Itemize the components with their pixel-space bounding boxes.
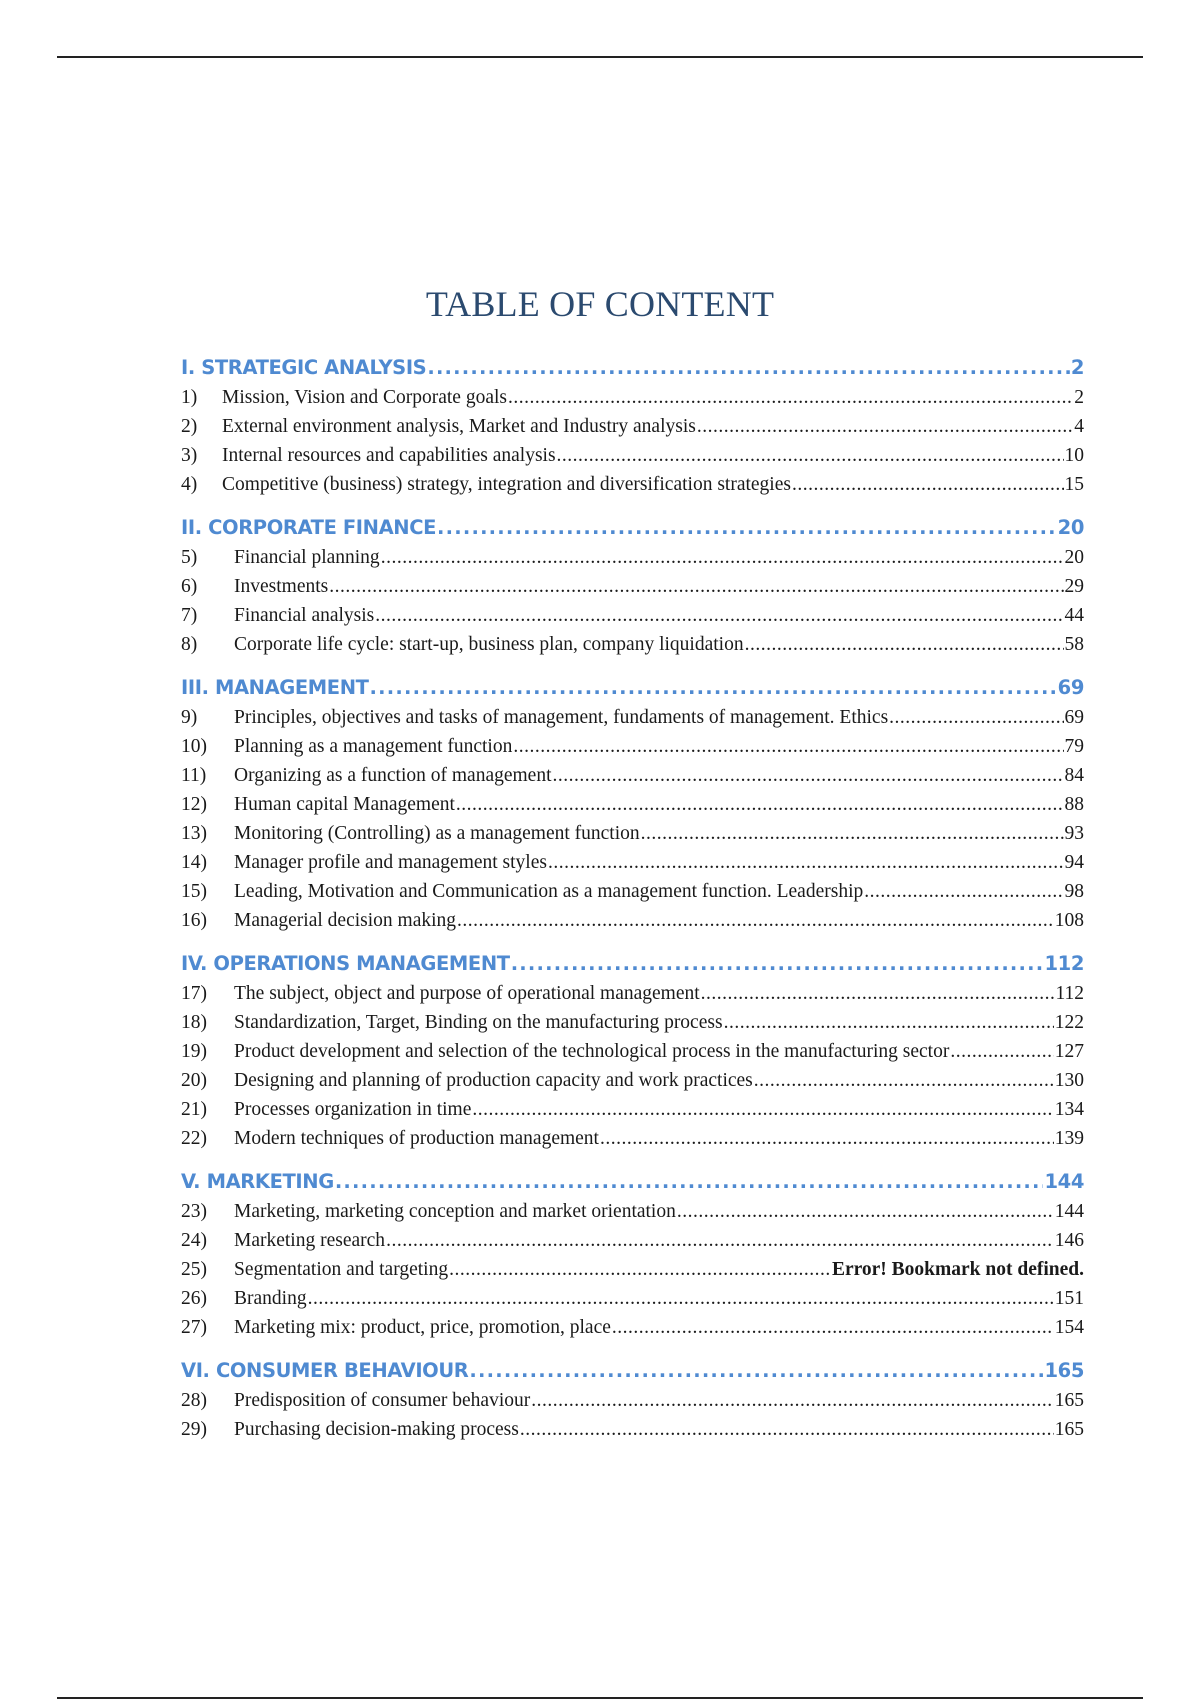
entry-page-number: 112 — [1055, 983, 1084, 1004]
table-of-contents — [181, 353, 1084, 1458]
toc-entry[interactable] — [181, 1226, 1084, 1255]
toc-section-heading[interactable] — [181, 513, 1084, 543]
entry-label: Competitive (business) strategy, integration and diversification strategies — [222, 474, 791, 495]
entry-label: Monitoring (Controlling) as a management function — [234, 823, 640, 844]
entry-number: 14) — [181, 852, 207, 873]
entry-label: Marketing research — [234, 1230, 386, 1251]
toc-section-heading[interactable] — [181, 1356, 1084, 1386]
entry-page-number: 146 — [1054, 1230, 1084, 1251]
entry-number: 9) — [181, 707, 198, 728]
entry-label: Managerial decision making — [234, 910, 457, 931]
entry-page-number: 127 — [1054, 1041, 1084, 1062]
section-heading-label: III. MANAGEMENT — [181, 676, 369, 699]
dot-leader — [469, 1356, 1043, 1386]
footer-rule — [57, 1697, 1143, 1699]
entry-page-number: 130 — [1054, 1070, 1084, 1091]
entry-number: 28) — [181, 1390, 207, 1411]
dot-leader — [864, 877, 1063, 906]
dot-leader — [677, 1197, 1054, 1226]
entry-page-number: 144 — [1054, 1201, 1084, 1222]
entry-number: 16) — [181, 910, 207, 931]
toc-entry[interactable] — [181, 1008, 1084, 1037]
toc-entry[interactable] — [181, 703, 1084, 732]
toc-entry[interactable] — [181, 906, 1084, 935]
dot-leader — [437, 513, 1057, 543]
entry-page-number: 98 — [1064, 881, 1084, 902]
toc-entry[interactable] — [181, 630, 1084, 659]
entry-number: 19) — [181, 1041, 207, 1062]
entry-page-number: 20 — [1064, 547, 1084, 568]
entry-page-number: 165 — [1054, 1419, 1084, 1440]
entry-page-number: 10 — [1064, 445, 1084, 466]
dot-leader — [386, 1226, 1054, 1255]
entry-label: Marketing mix: product, price, promotion, place — [234, 1317, 611, 1338]
entry-label: Modern techniques of production management — [234, 1128, 599, 1149]
header-rule — [57, 56, 1143, 58]
dot-leader — [335, 1167, 1044, 1197]
toc-entry[interactable] — [181, 543, 1084, 572]
toc-section-heading[interactable] — [181, 353, 1084, 383]
section-page-number: 144 — [1044, 1170, 1084, 1193]
dot-leader — [472, 1095, 1053, 1124]
entry-label: Human capital Management — [234, 794, 455, 815]
toc-entry[interactable] — [181, 1255, 1084, 1284]
toc-entry[interactable] — [181, 848, 1084, 877]
entry-label: Corporate life cycle: start-up, business plan, company liquidation — [234, 634, 744, 655]
section-page-number: 2 — [1070, 356, 1084, 379]
toc-section-heading[interactable] — [181, 949, 1084, 979]
toc-section-heading[interactable] — [181, 673, 1084, 703]
dot-leader — [792, 470, 1064, 499]
toc-section — [181, 1356, 1084, 1444]
entry-page-number: 108 — [1054, 910, 1084, 931]
entry-number: 18) — [181, 1012, 207, 1033]
dot-leader — [370, 673, 1057, 703]
toc-section — [181, 1167, 1084, 1342]
dot-leader — [600, 1124, 1054, 1153]
entry-number: 23) — [181, 1201, 207, 1222]
toc-entry[interactable] — [181, 572, 1084, 601]
entry-label: Product development and selection of the technological process in the manufacturing sector — [234, 1041, 950, 1062]
entry-number: 22) — [181, 1128, 207, 1149]
toc-entry[interactable] — [181, 1386, 1084, 1415]
entry-label: Manager profile and management styles — [234, 852, 547, 873]
entry-label: Mission, Vision and Corporate goals — [222, 387, 507, 408]
dot-leader — [701, 979, 1055, 1008]
entry-number: 12) — [181, 794, 207, 815]
toc-entry[interactable] — [181, 470, 1084, 499]
dot-leader — [697, 412, 1073, 441]
toc-entry[interactable] — [181, 1066, 1084, 1095]
entry-label: Branding — [234, 1288, 307, 1309]
dot-leader — [457, 906, 1054, 935]
entry-number: 26) — [181, 1288, 207, 1309]
toc-entry[interactable] — [181, 761, 1084, 790]
entry-number: 5) — [181, 547, 198, 568]
entry-page-number: 44 — [1064, 605, 1084, 626]
entry-page-number: 84 — [1064, 765, 1084, 786]
section-heading-label: VI. CONSUMER BEHAVIOUR — [181, 1359, 469, 1382]
toc-entry[interactable] — [181, 1313, 1084, 1342]
toc-entry[interactable] — [181, 601, 1084, 630]
toc-entry[interactable] — [181, 1095, 1084, 1124]
entry-number: 11) — [181, 765, 207, 786]
entry-page-number: Error! Bookmark not defined. — [831, 1259, 1084, 1280]
toc-entry[interactable] — [181, 1415, 1084, 1444]
entry-page-number: 93 — [1064, 823, 1084, 844]
dot-leader — [308, 1284, 1054, 1313]
dot-leader — [381, 543, 1064, 572]
entry-number: 25) — [181, 1259, 207, 1280]
entry-number: 17) — [181, 983, 207, 1004]
entry-number: 15) — [181, 881, 207, 902]
section-page-number: 112 — [1044, 952, 1084, 975]
dot-leader — [889, 703, 1063, 732]
entry-page-number: 88 — [1064, 794, 1084, 815]
entry-page-number: 122 — [1054, 1012, 1084, 1033]
entry-number: 13) — [181, 823, 207, 844]
dot-leader — [745, 630, 1064, 659]
entry-number: 8) — [181, 634, 198, 655]
toc-entry[interactable] — [181, 1284, 1084, 1313]
section-page-number: 20 — [1057, 516, 1084, 539]
entry-number: 29) — [181, 1419, 207, 1440]
entry-label: Marketing, marketing conception and market orientation — [234, 1201, 676, 1222]
entry-page-number: 69 — [1064, 707, 1084, 728]
dot-leader — [557, 441, 1064, 470]
toc-entry[interactable] — [181, 383, 1084, 412]
dot-leader — [950, 1037, 1053, 1066]
section-page-number: 69 — [1057, 676, 1084, 699]
entry-label: Principles, objectives and tasks of management, fundaments of management. Ethics — [234, 707, 889, 728]
entry-number: 10) — [181, 736, 207, 757]
toc-entry[interactable] — [181, 732, 1084, 761]
toc-entry[interactable] — [181, 412, 1084, 441]
entry-label: Leading, Motivation and Communication as a management function. Leadership — [234, 881, 864, 902]
toc-entry[interactable] — [181, 441, 1084, 470]
entry-number: 2) — [181, 416, 198, 437]
entry-number: 6) — [181, 576, 198, 597]
toc-entry[interactable] — [181, 790, 1084, 819]
dot-leader — [508, 383, 1073, 412]
entry-label: Predisposition of consumer behaviour — [234, 1390, 531, 1411]
entry-label: The subject, object and purpose of operational management — [234, 983, 700, 1004]
toc-entry[interactable] — [181, 979, 1084, 1008]
dot-leader — [329, 572, 1063, 601]
toc-section — [181, 353, 1084, 499]
entry-page-number: 2 — [1074, 387, 1084, 408]
dot-leader — [641, 819, 1064, 848]
toc-section — [181, 949, 1084, 1153]
entry-label: Organizing as a function of management — [234, 765, 552, 786]
entry-number: 20) — [181, 1070, 207, 1091]
dot-leader — [511, 949, 1044, 979]
entry-label: Planning as a management function — [234, 736, 513, 757]
dot-leader — [612, 1313, 1054, 1342]
dot-leader — [513, 732, 1063, 761]
entry-page-number: 94 — [1064, 852, 1084, 873]
entry-page-number: 79 — [1064, 736, 1084, 757]
entry-label: Standardization, Target, Binding on the manufacturing process — [234, 1012, 723, 1033]
toc-entry[interactable] — [181, 1124, 1084, 1153]
dot-leader — [427, 353, 1069, 383]
dot-leader — [449, 1255, 831, 1284]
entry-number: 4) — [181, 474, 198, 495]
dot-leader — [553, 761, 1064, 790]
entry-label: Investments — [234, 576, 329, 597]
entry-label: Processes organization in time — [234, 1099, 472, 1120]
entry-label: Segmentation and targeting — [234, 1259, 449, 1280]
page-title: TABLE OF CONTENT — [425, 284, 775, 324]
entry-number: 27) — [181, 1317, 207, 1338]
entry-page-number: 58 — [1064, 634, 1084, 655]
dot-leader — [520, 1415, 1054, 1444]
toc-section — [181, 513, 1084, 659]
entry-label: Designing and planning of production capacity and work practices — [234, 1070, 753, 1091]
section-heading-label: II. CORPORATE FINANCE — [181, 516, 437, 539]
entry-page-number: 134 — [1054, 1099, 1084, 1120]
entry-page-number: 154 — [1054, 1317, 1084, 1338]
entry-page-number: 139 — [1054, 1128, 1084, 1149]
entry-label: Internal resources and capabilities analysis — [222, 445, 556, 466]
toc-section — [181, 673, 1084, 935]
toc-entry[interactable] — [181, 1037, 1084, 1066]
section-heading-label: IV. OPERATIONS MANAGEMENT — [181, 952, 510, 975]
section-page-number: 165 — [1044, 1359, 1084, 1382]
entry-number: 1) — [181, 387, 198, 408]
entry-number: 7) — [181, 605, 198, 626]
entry-label: External environment analysis, Market and Industry analysis — [222, 416, 696, 437]
entry-page-number: 151 — [1054, 1288, 1084, 1309]
entry-label: Financial planning — [234, 547, 380, 568]
dot-leader — [531, 1386, 1054, 1415]
section-heading-label: V. MARKETING — [181, 1170, 334, 1193]
entry-page-number: 4 — [1074, 416, 1084, 437]
dot-leader — [548, 848, 1064, 877]
dot-leader — [754, 1066, 1054, 1095]
toc-entry[interactable] — [181, 819, 1084, 848]
dot-leader — [375, 601, 1063, 630]
section-heading-label: I. STRATEGIC ANALYSIS — [181, 356, 427, 379]
entry-number: 24) — [181, 1230, 207, 1251]
entry-label: Financial analysis — [234, 605, 375, 626]
entry-number: 21) — [181, 1099, 207, 1120]
entry-label: Purchasing decision-making process — [234, 1419, 519, 1440]
toc-entry[interactable] — [181, 877, 1084, 906]
entry-page-number: 15 — [1064, 474, 1084, 495]
entry-page-number: 29 — [1064, 576, 1084, 597]
entry-page-number: 165 — [1054, 1390, 1084, 1411]
dot-leader — [724, 1008, 1054, 1037]
dot-leader — [456, 790, 1064, 819]
entry-number: 3) — [181, 445, 198, 466]
toc-section-heading[interactable] — [181, 1167, 1084, 1197]
toc-entry[interactable] — [181, 1197, 1084, 1226]
